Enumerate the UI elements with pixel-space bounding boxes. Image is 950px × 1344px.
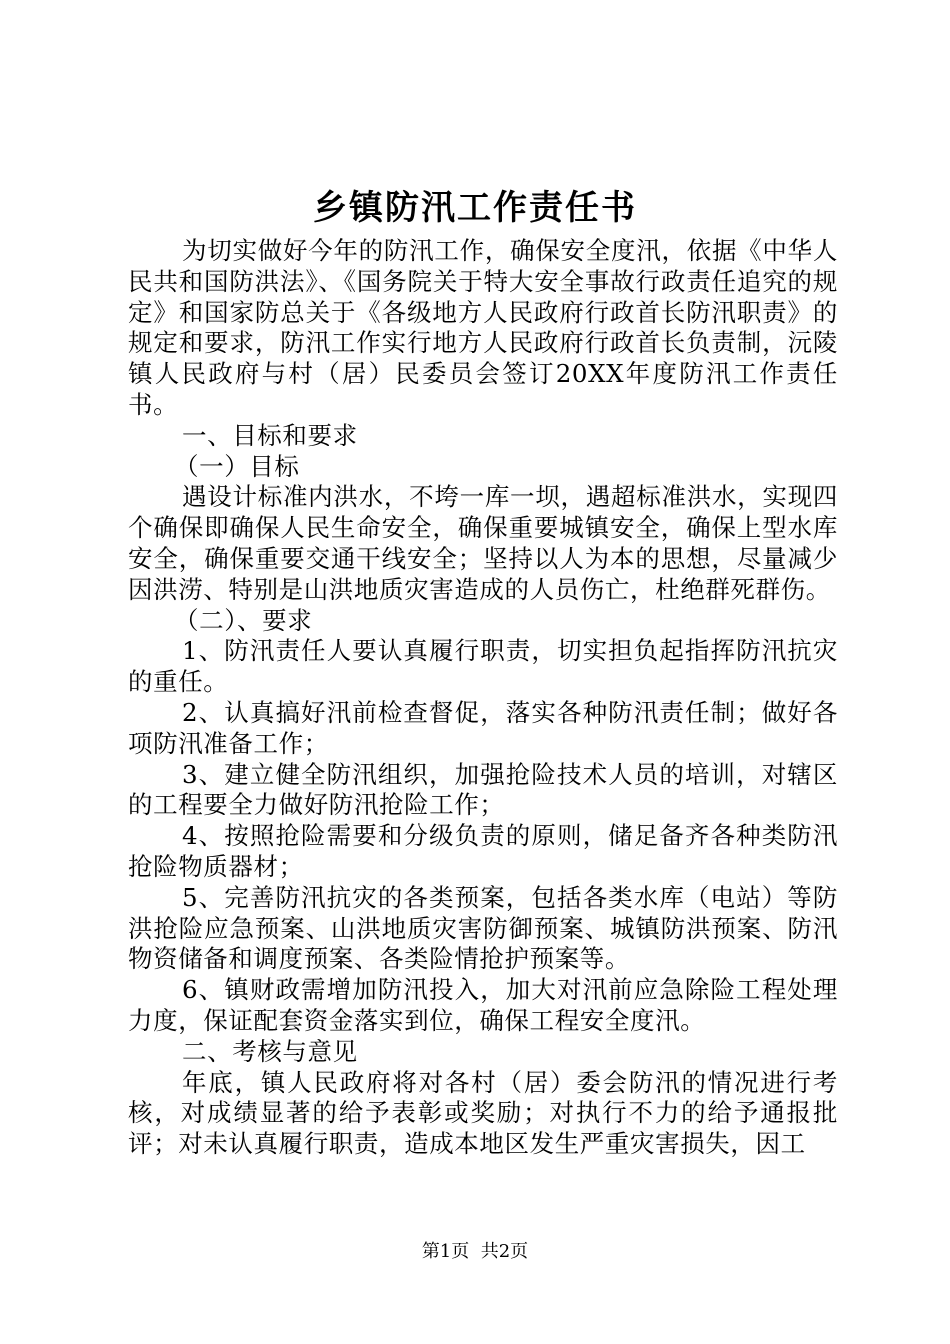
intro-paragraph: 为切实做好今年的防汛工作，确保安全度汛，依据《中华人民共和国防洪法》、《国务院关于特大安全事故行政责任追究的规定》和国家防总关于《各级地方人民政府行政首长防汛职责》的规定和要求，防汛工作实行地方人民政府行政首长负责制，沅陵镇人民政府与村（居）民委员会签订20XX年度防汛工作责任书。 — [128, 236, 838, 419]
requirement-item-1: 1、防汛责任人要认真履行职责，切实担负起指挥防汛抗灾的重任。 — [128, 636, 838, 697]
document-body — [128, 236, 838, 1160]
page-footer: 第1页 共2页 — [421, 1241, 529, 1262]
requirement-item-2: 2、认真搞好汛前检查督促，落实各种防汛责任制；做好各项防汛准备工作； — [128, 697, 838, 758]
section-heading-goals: 一、目标和要求 — [182, 420, 358, 450]
section-heading-assessment: 二、考核与意见 — [182, 1036, 358, 1066]
assessment-paragraph: 年底，镇人民政府将对各村（居）委会防汛的情况进行考核，对成绩显著的给予表彰或奖励；对执行不力的给予通报批评；对未认真履行职责，造成本地区发生严重灾害损失，因工 — [128, 1067, 838, 1159]
requirement-item-6: 6、镇财政需增加防汛投入，加大对汛前应急除险工程处理力度，保证配套资金落实到位，确保工程安全度汛。 — [128, 975, 838, 1035]
sub-heading-target: （一）目标 — [174, 451, 300, 481]
target-paragraph: 遇设计标准内洪水，不垮一库一坝，遇超标准洪水，实现四个确保即确保人民生命安全，确保重要城镇安全，确保上型水库安全，确保重要交通干线安全；坚持以人为本的思想，尽量减少因洪涝、特别是山洪地质灾害造成的人员伤亡，杜绝群死群伤。 — [128, 482, 838, 604]
sub-heading-requirements: （二）、要求 — [174, 605, 313, 635]
document-title: 乡镇防汛工作责任书 — [313, 188, 637, 228]
requirement-item-3: 3、建立健全防汛组织，加强抢险技术人员的培训，对辖区的工程要全力做好防汛抢险工作； — [128, 759, 838, 820]
requirement-item-4: 4、按照抢险需要和分级负责的原则，储足备齐各种类防汛抢险物质器材； — [128, 821, 838, 881]
requirement-item-5: 5、完善防汛抗灾的各类预案，包括各类水库（电站）等防洪抢险应急预案、山洪地质灾害防御预案、城镇防洪预案、防汛物资储备和调度预案、各类险情抢护预案等。 — [128, 882, 838, 974]
